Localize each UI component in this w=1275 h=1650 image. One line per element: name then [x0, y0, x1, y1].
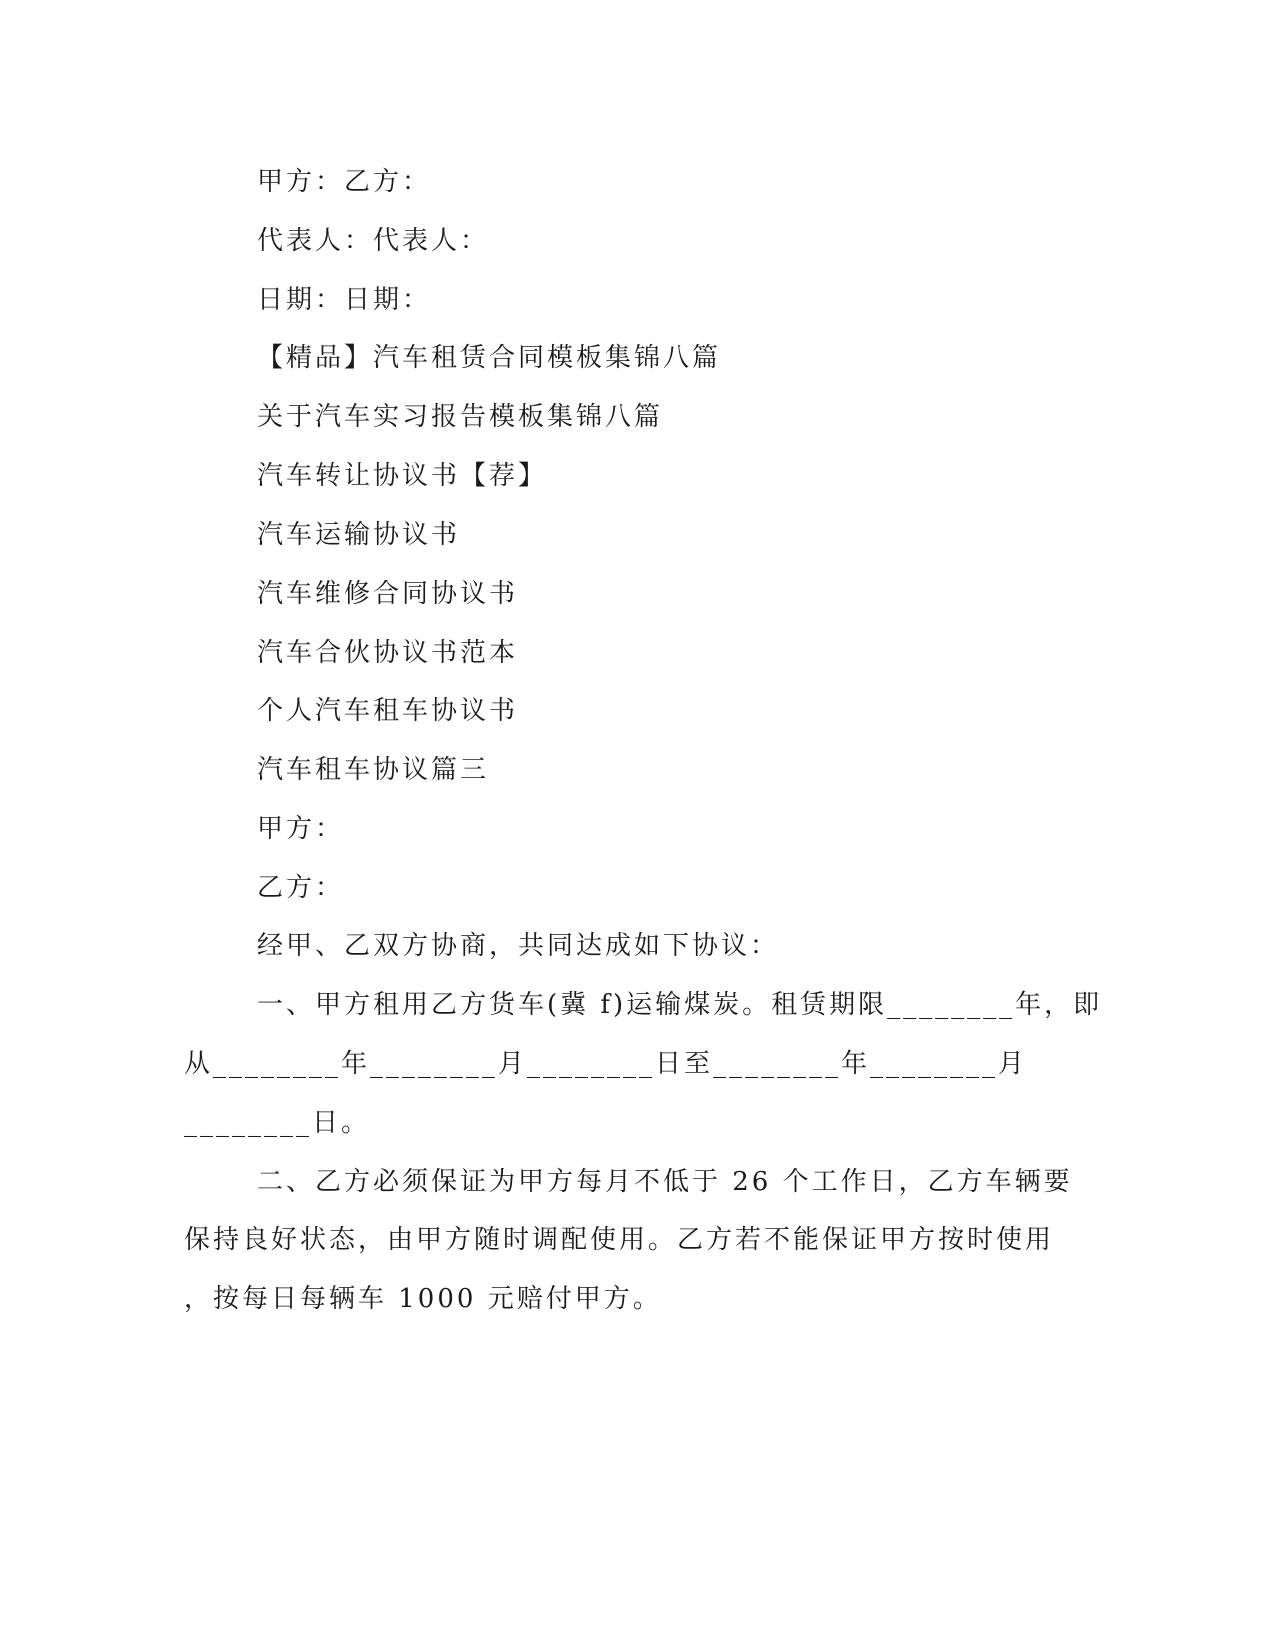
party-a-line: 甲方： [257, 814, 345, 844]
related-article-link[interactable]: 个人汽车租车协议书 [257, 696, 519, 726]
agreement-intro: 经甲、乙双方协商，共同达成如下协议： [257, 931, 780, 961]
clause-1-line-1: 一、甲方租用乙方货车(冀 f)运输煤炭。租赁期限________年，即 [257, 990, 1103, 1020]
related-article-link[interactable]: 汽车维修合同协议书 [257, 579, 519, 609]
signature-date-line: 日期：日期： [257, 285, 432, 315]
signature-representative-line: 代表人：代表人： [257, 226, 490, 256]
related-article-link[interactable]: 汽车转让协议书【荐】 [257, 461, 548, 491]
clause-1-line-2: 从________年________月________日至________年________月 [184, 1049, 1028, 1079]
related-article-link[interactable]: 汽车合伙协议书范本 [257, 638, 519, 668]
signature-party-line: 甲方：乙方： [257, 167, 432, 197]
clause-2-line-1: 二、乙方必须保证为甲方每月不低于 26 个工作日，乙方车辆要 [257, 1167, 1073, 1197]
clause-2-line-2: 保持良好状态，由甲方随时调配使用。乙方若不能保证甲方按时使用 [184, 1225, 1055, 1255]
related-article-link[interactable]: 【精品】汽车租赁合同模板集锦八篇 [257, 343, 722, 373]
clause-2-line-3: ，按每日每辆车 1000 元赔付甲方。 [184, 1284, 662, 1314]
section-heading: 汽车租车协议篇三 [257, 755, 490, 785]
party-b-line: 乙方： [257, 873, 345, 903]
clause-1-line-3: ________日。 [184, 1108, 371, 1138]
related-article-link[interactable]: 关于汽车实习报告模板集锦八篇 [257, 402, 664, 432]
related-article-link[interactable]: 汽车运输协议书 [257, 520, 461, 550]
